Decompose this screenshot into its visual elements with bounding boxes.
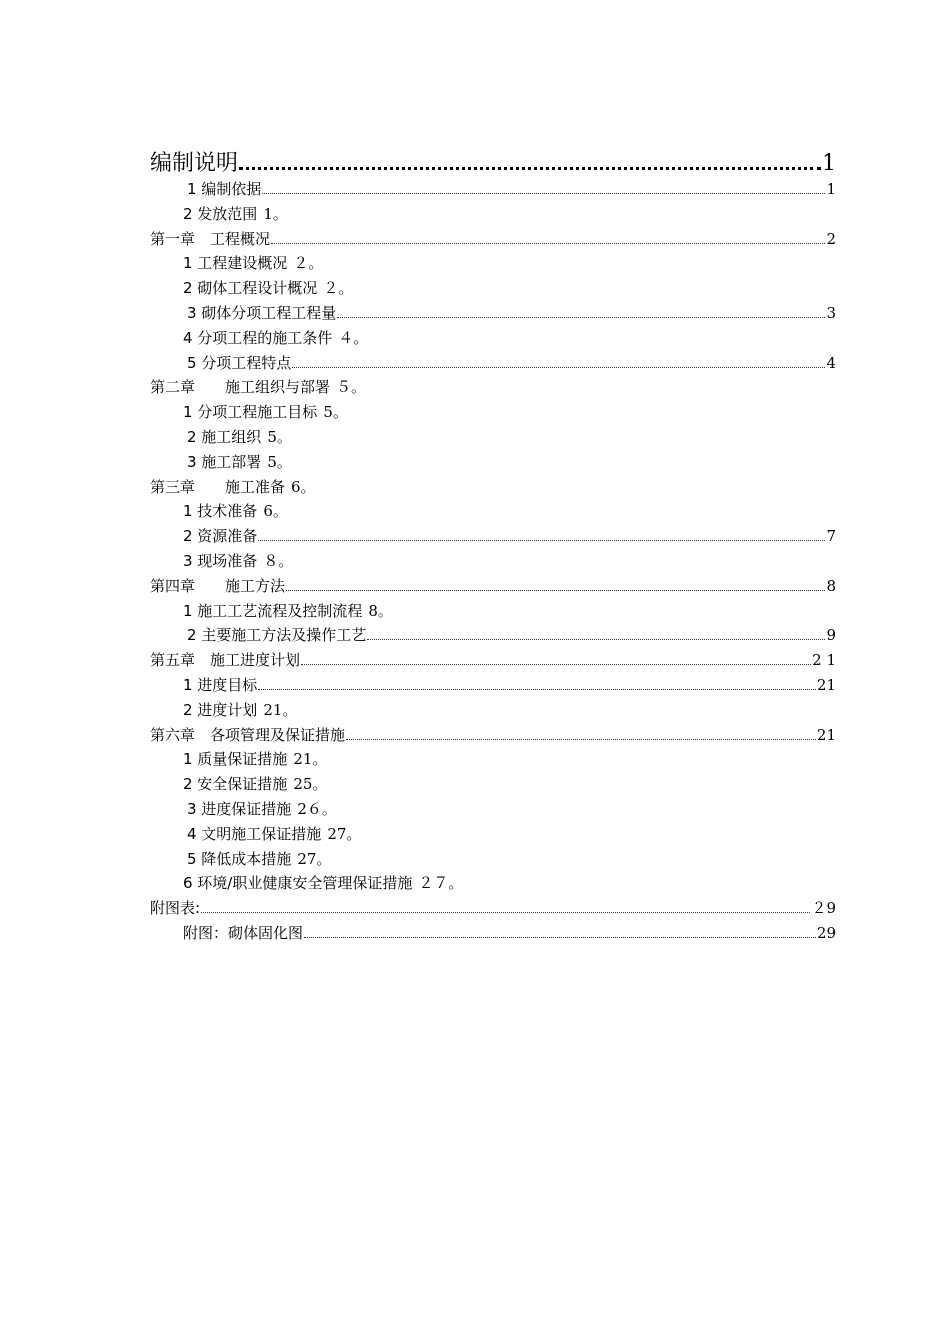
toc-entry-page: 21 <box>816 725 836 744</box>
toc-entry-page: 7 <box>826 527 836 546</box>
toc-entry-page: ２。 <box>293 254 324 273</box>
toc-entry-page: 27。 <box>297 849 332 868</box>
toc-entry-page: 2 1 <box>812 651 836 670</box>
toc-entry-page: 8 <box>826 576 836 595</box>
toc-entry-page: ２７。 <box>418 874 464 893</box>
toc-entry-label: 第五章 施工进度计划 <box>150 651 301 670</box>
toc-entry-label: 3 施工部署 <box>187 452 262 471</box>
toc-entry[interactable] <box>150 146 836 178</box>
toc-entry-page: 3 <box>826 303 836 322</box>
toc-entry-page: 5。 <box>267 427 292 446</box>
toc-entry-label: 3 现场准备 <box>183 551 258 570</box>
dot-leader <box>258 689 816 690</box>
toc-entry-label: 2 施工组织 <box>187 427 262 446</box>
toc-entry[interactable] <box>150 550 836 575</box>
toc-entry[interactable] <box>150 451 836 476</box>
toc-entry-label: 2 进度计划 <box>183 700 258 719</box>
toc-entry-page: 9 <box>826 626 836 645</box>
toc-entry[interactable] <box>150 649 836 674</box>
toc-entry[interactable] <box>150 525 836 550</box>
toc-entry[interactable] <box>150 773 836 798</box>
toc-entry-page: 8。 <box>368 601 393 620</box>
dot-leader <box>201 912 810 913</box>
table-of-contents <box>150 146 836 947</box>
dot-leader <box>239 167 821 170</box>
dot-leader <box>304 937 816 938</box>
toc-entry[interactable] <box>150 376 836 401</box>
toc-entry-label: 1 工程建设概况 <box>183 254 288 273</box>
toc-entry-page: 5。 <box>267 452 292 471</box>
toc-entry-label: 第一章 工程概况 <box>150 229 271 248</box>
toc-entry[interactable] <box>150 600 836 625</box>
toc-entry[interactable] <box>150 823 836 848</box>
toc-entry-label: 第六章 各项管理及保证措施 <box>150 725 346 744</box>
dot-leader <box>292 367 825 368</box>
toc-entry[interactable] <box>150 500 836 525</box>
toc-entry[interactable] <box>150 575 836 600</box>
toc-entry-page: 6。 <box>291 477 316 496</box>
dot-leader <box>271 243 825 244</box>
toc-entry[interactable] <box>150 252 836 277</box>
toc-entry-label: 1 分项工程施工目标 <box>183 403 318 422</box>
toc-entry-label: 3 砌体分项工程工程量 <box>187 303 337 322</box>
toc-entry-label: 1 技术准备 <box>183 502 258 521</box>
toc-entry-page: 21。 <box>293 750 328 769</box>
toc-entry-page: 29 <box>816 923 836 942</box>
toc-entry-label: 4 分项工程的施工条件 <box>183 328 333 347</box>
toc-entry-page: 2 <box>826 229 836 248</box>
toc-entry-page: ２9 <box>811 899 836 918</box>
toc-entry[interactable] <box>150 302 836 327</box>
toc-entry[interactable] <box>150 872 836 897</box>
toc-entry-page: 21 <box>816 675 836 694</box>
toc-entry[interactable] <box>150 624 836 649</box>
toc-entry-page: 1 <box>822 151 836 176</box>
toc-entry[interactable] <box>150 798 836 823</box>
toc-entry[interactable] <box>150 426 836 451</box>
toc-entry[interactable] <box>150 228 836 253</box>
toc-entry-label: 2 发放范围 <box>183 204 258 223</box>
dot-leader <box>346 739 816 740</box>
toc-entry[interactable] <box>150 476 836 501</box>
toc-entry-page: 4 <box>826 353 836 372</box>
toc-entry[interactable] <box>150 897 836 922</box>
toc-entry-label: 2 砌体工程设计概况 <box>183 279 318 298</box>
toc-entry[interactable] <box>150 674 836 699</box>
toc-entry[interactable] <box>150 724 836 749</box>
toc-entry-label: 1 编制依据 <box>187 180 262 198</box>
dot-leader <box>258 540 825 541</box>
dot-leader <box>262 193 825 194</box>
toc-entry-label: 附图：砌体固化图 <box>183 923 304 942</box>
toc-entry-page: 6。 <box>263 502 288 521</box>
toc-entry-label: 1 质量保证措施 <box>183 750 288 769</box>
toc-entry-label: 编制说明 <box>150 151 239 176</box>
toc-entry-label: 4 文明施工保证措施 <box>187 824 322 843</box>
toc-entry-label: 2 资源准备 <box>183 527 258 546</box>
toc-entry[interactable] <box>150 848 836 873</box>
toc-entry-page: 25。 <box>293 775 328 794</box>
toc-entry-label: 第二章 施工组织与部署 <box>150 378 331 397</box>
toc-entry-page: ８。 <box>263 551 294 570</box>
toc-entry-label: 第三章 施工准备 <box>150 477 286 496</box>
toc-entry[interactable] <box>150 277 836 302</box>
toc-entry[interactable] <box>150 203 836 228</box>
toc-entry[interactable] <box>150 748 836 773</box>
toc-entry-label: 第四章 施工方法 <box>150 576 286 595</box>
toc-entry-label: 2 安全保证措施 <box>183 775 288 794</box>
toc-entry-page: 21。 <box>263 700 298 719</box>
dot-leader <box>286 590 825 591</box>
toc-entry-label: 5 分项工程特点 <box>187 353 292 372</box>
dot-leader <box>367 639 825 640</box>
toc-entry-page: ５。 <box>336 378 367 397</box>
toc-entry-label: 1 施工工艺流程及控制流程 <box>183 601 363 620</box>
toc-entry-label: 1 进度目标 <box>183 675 258 694</box>
toc-entry-page: 1 <box>826 180 836 198</box>
toc-entry[interactable] <box>150 178 836 203</box>
toc-entry[interactable] <box>150 401 836 426</box>
toc-entry-label: 3 进度保证措施 <box>187 799 292 818</box>
toc-entry-page: 5。 <box>323 403 348 422</box>
toc-entry-page: 1。 <box>263 204 288 223</box>
toc-entry-page: ４。 <box>338 328 369 347</box>
toc-entry-label: 2 主要施工方法及操作工艺 <box>187 626 367 645</box>
dot-leader <box>301 664 811 665</box>
toc-entry-label: 5 降低成本措施 <box>187 849 292 868</box>
toc-entry-page: 27。 <box>327 824 362 843</box>
toc-entry-label: 6 环境/职业健康安全管理保证措施 <box>183 874 413 893</box>
toc-entry-page: ２。 <box>323 279 354 298</box>
dot-leader <box>337 317 825 318</box>
toc-entry-label: 附图表: <box>150 899 201 918</box>
toc-entry[interactable] <box>150 922 836 947</box>
toc-entry[interactable] <box>150 327 836 352</box>
toc-entry[interactable] <box>150 699 836 724</box>
toc-entry-page: 2６。 <box>297 799 337 818</box>
toc-entry[interactable] <box>150 352 836 377</box>
